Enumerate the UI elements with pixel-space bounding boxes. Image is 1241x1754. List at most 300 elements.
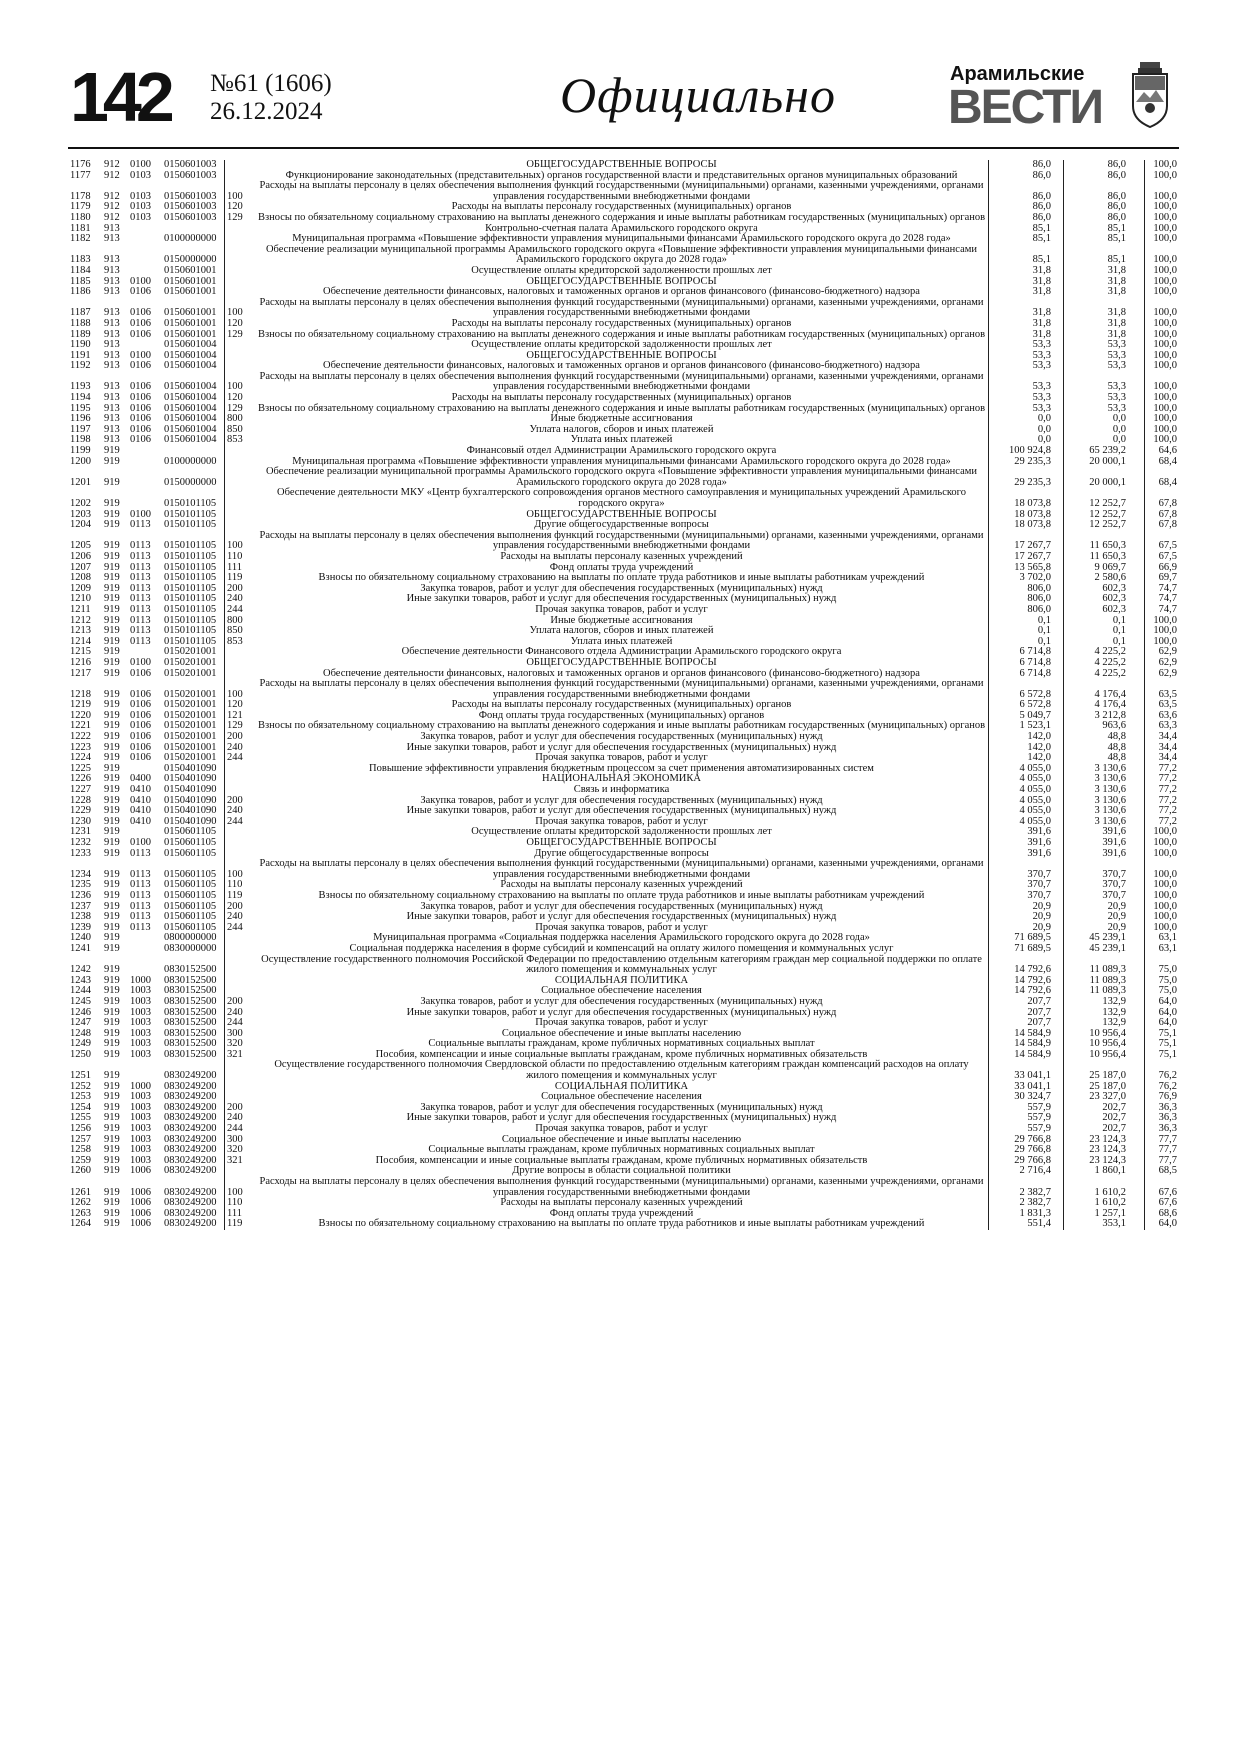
target-code: 0150101105 <box>162 616 225 627</box>
execution-percent: 68,4 <box>1158 476 1177 488</box>
executed-amount: 31,8 <box>1064 287 1145 298</box>
execution-percent: 34,4 <box>1158 741 1177 753</box>
gov-code: 919 <box>104 805 120 817</box>
row-number: 1222 <box>70 731 91 743</box>
table-row <box>68 955 1179 976</box>
section-code: 0106 <box>130 741 151 753</box>
row-number: 1224 <box>70 752 91 764</box>
item-name: Иные закупки товаров, работ и услуг для обеспечения государственных (муниципальных) нужд <box>255 1008 989 1019</box>
target-code: 0830249200 <box>162 1092 225 1103</box>
execution-percent: 100,0 <box>1153 328 1177 340</box>
gov-code: 919 <box>104 1186 120 1198</box>
item-name: Уплата иных платежей <box>255 435 989 446</box>
expense-type: 129 <box>227 402 243 414</box>
section-code: 1003 <box>130 1027 151 1039</box>
target-code: 0150601001 <box>162 277 225 288</box>
section-code: 1003 <box>130 1048 151 1060</box>
gov-code: 919 <box>104 1165 120 1177</box>
target-code: 0150101105 <box>162 605 225 616</box>
row-number: 1187 <box>70 307 91 319</box>
gov-code: 919 <box>104 985 120 997</box>
executed-amount: 353,1 <box>1064 1219 1145 1230</box>
section-code: 0113 <box>130 868 151 880</box>
item-name: Расходы на выплаты персоналу государственных (муниципальных) органов <box>255 319 989 330</box>
execution-percent: 100,0 <box>1153 837 1177 848</box>
expense-type <box>225 658 256 669</box>
gov-code: 919 <box>104 974 120 986</box>
executed-amount: 11 089,3 <box>1064 976 1145 987</box>
row-number: 1236 <box>70 889 91 901</box>
row-number: 1242 <box>70 964 91 976</box>
expense-type <box>225 340 256 351</box>
executed-amount: 86,0 <box>1064 202 1145 213</box>
expense-type <box>225 944 256 955</box>
item-name: Расходы на выплаты персоналу в целях обеспечения выполнения функций государственными (муниципальными) органами, казенными учреждениями, органами управления государственными внебюджетными фондами <box>255 298 989 319</box>
target-code: 0150201001 <box>162 743 225 754</box>
target-code: 0150601001 <box>162 319 225 330</box>
planned-amount: 2 716,4 <box>989 1166 1064 1177</box>
gov-code: 919 <box>104 561 120 573</box>
expense-type <box>225 488 256 509</box>
planned-amount: 14 584,9 <box>989 1029 1064 1040</box>
execution-percent: 100,0 <box>1153 413 1177 425</box>
issue-number: №61 (1606) <box>210 70 332 97</box>
executed-amount: 963,6 <box>1064 721 1145 732</box>
row-number: 1247 <box>70 1017 91 1029</box>
target-code: 0830249200 <box>162 1135 225 1146</box>
item-name: Иные закупки товаров, работ и услуг для обеспечения государственных (муниципальных) нужд <box>255 743 989 754</box>
section-code: 1006 <box>130 1186 151 1198</box>
item-name: Иные закупки товаров, работ и услуг для обеспечения государственных (муниципальных) нужд <box>255 1113 989 1124</box>
item-name: Расходы на выплаты персоналу государственных (муниципальных) органов <box>255 393 989 404</box>
row-number: 1205 <box>70 540 91 552</box>
planned-amount: 53,3 <box>989 404 1064 415</box>
execution-percent: 100,0 <box>1153 222 1177 234</box>
row-number: 1252 <box>70 1080 91 1092</box>
target-code: 0150101105 <box>162 552 225 563</box>
planned-amount: 33 041,1 <box>989 1082 1064 1093</box>
executed-amount: 3 130,6 <box>1064 806 1145 817</box>
item-name: Обеспечение деятельности финансовых, налоговых и таможенных органов и органов финансового (финансово-бюджетного) надзора <box>255 669 989 680</box>
execution-percent: 63,5 <box>1158 699 1177 711</box>
executed-amount: 370,7 <box>1064 859 1145 880</box>
row-number: 1233 <box>70 847 91 859</box>
planned-amount: 17 267,7 <box>989 531 1064 552</box>
execution-percent: 68,4 <box>1158 455 1177 467</box>
section-code: 1006 <box>130 1218 151 1230</box>
expense-type: 100 <box>227 868 243 880</box>
section-code: 0113 <box>130 582 151 594</box>
row-number: 1207 <box>70 561 91 573</box>
row-number: 1219 <box>70 699 91 711</box>
gov-code: 919 <box>104 837 120 848</box>
gov-code: 919 <box>104 519 120 531</box>
execution-percent: 74,7 <box>1158 593 1177 605</box>
expense-type: 853 <box>227 635 243 647</box>
target-code: 0150101105 <box>162 488 225 509</box>
target-code: 0150101105 <box>162 520 225 531</box>
executed-amount: 3 130,6 <box>1064 796 1145 807</box>
target-code: 0830152500 <box>162 997 225 1008</box>
execution-percent: 100,0 <box>1153 169 1177 181</box>
executed-amount: 20,9 <box>1064 902 1145 913</box>
planned-amount: 29 235,3 <box>989 457 1064 468</box>
section-code <box>128 933 162 944</box>
expense-type <box>225 1166 256 1177</box>
execution-percent: 100,0 <box>1153 402 1177 414</box>
table-row <box>68 1060 1179 1081</box>
coat-of-arms-icon <box>1130 62 1170 128</box>
target-code: 0150101105 <box>162 637 225 648</box>
planned-amount: 4 055,0 <box>989 796 1064 807</box>
row-number: 1206 <box>70 550 91 562</box>
target-code: 0830249200 <box>162 1103 225 1114</box>
item-name: Иные бюджетные ассигнования <box>255 414 989 425</box>
planned-amount: 86,0 <box>989 171 1064 182</box>
row-number: 1223 <box>70 741 91 753</box>
gov-code: 919 <box>104 1144 120 1156</box>
target-code: 0150201001 <box>162 721 225 732</box>
gov-code: 919 <box>104 889 120 901</box>
planned-amount: 142,0 <box>989 732 1064 743</box>
section-code <box>128 488 162 509</box>
execution-percent: 68,6 <box>1158 1207 1177 1219</box>
expense-type: 240 <box>227 593 243 605</box>
row-number: 1177 <box>70 169 91 181</box>
row-number: 1243 <box>70 974 91 986</box>
expense-type: 240 <box>227 1006 243 1018</box>
executed-amount: 132,9 <box>1064 1018 1145 1029</box>
target-code: 0830249200 <box>162 1156 225 1167</box>
table-row <box>68 859 1179 880</box>
planned-amount: 86,0 <box>989 213 1064 224</box>
planned-amount: 33 041,1 <box>989 1060 1064 1081</box>
row-number: 1234 <box>70 868 91 880</box>
executed-amount: 45 239,1 <box>1064 933 1145 944</box>
gov-code: 919 <box>104 752 120 764</box>
table-row <box>68 997 1179 1008</box>
item-name: Пособия, компенсации и иные социальные выплаты гражданам, кроме публичных нормативных обязательств <box>255 1156 989 1167</box>
expense-type: 244 <box>227 1123 243 1135</box>
gov-code: 919 <box>104 868 120 880</box>
expense-type: 850 <box>227 625 243 637</box>
table-row <box>68 160 1179 171</box>
table-row <box>68 181 1179 202</box>
execution-percent: 100,0 <box>1153 911 1177 923</box>
executed-amount: 1 860,1 <box>1064 1166 1145 1177</box>
executed-amount: 602,3 <box>1064 605 1145 616</box>
expense-type: 110 <box>227 550 243 562</box>
expense-type: 119 <box>227 1218 243 1230</box>
planned-amount: 18 073,8 <box>989 520 1064 531</box>
executed-amount: 370,7 <box>1064 891 1145 902</box>
row-number: 1250 <box>70 1048 91 1060</box>
gov-code: 919 <box>104 911 120 923</box>
planned-amount: 4 055,0 <box>989 817 1064 828</box>
gov-code: 919 <box>104 879 120 891</box>
section-code: 0113 <box>130 900 151 912</box>
item-name: Закупка товаров, работ и услуг для обеспечения государственных (муниципальных) нужд <box>255 902 989 913</box>
executed-amount: 0,0 <box>1064 435 1145 446</box>
execution-percent: 100,0 <box>1153 360 1177 372</box>
expense-type: 200 <box>227 995 243 1007</box>
target-code: 0100000000 <box>162 234 225 245</box>
gov-code: 913 <box>104 233 120 245</box>
execution-percent: 100,0 <box>1153 392 1177 404</box>
planned-amount: 71 689,5 <box>989 944 1064 955</box>
row-number: 1259 <box>70 1154 91 1166</box>
row-number: 1189 <box>70 328 91 340</box>
section-code <box>128 245 162 266</box>
row-number: 1195 <box>70 402 91 414</box>
gov-code: 919 <box>104 1017 120 1029</box>
item-name: Обеспечение реализации муниципальной программы Арамильского городского округа «Повышение эффективности управления муниципальными финансами Арамильского городского округа до 2028 года» <box>255 467 989 488</box>
executed-amount: 9 069,7 <box>1064 563 1145 574</box>
execution-percent: 67,8 <box>1158 498 1177 509</box>
item-name: Другие общегосударственные вопросы <box>255 849 989 860</box>
expense-type: 120 <box>227 201 243 213</box>
section-code: 0103 <box>130 211 151 223</box>
target-code: 0150601004 <box>162 340 225 351</box>
row-number: 1197 <box>70 423 91 435</box>
row-number: 1226 <box>70 773 91 785</box>
target-code: 0830249200 <box>162 1177 225 1198</box>
item-name: Обеспечение деятельности Финансового отдела Администрации Арамильского городского округа <box>255 647 989 658</box>
logo-small-text: Арамильские <box>950 63 1085 85</box>
expense-type: 244 <box>227 1017 243 1029</box>
item-name: Закупка товаров, работ и услуг для обеспечения государственных (муниципальных) нужд <box>255 732 989 743</box>
execution-percent: 100,0 <box>1153 254 1177 266</box>
expense-type: 100 <box>227 190 243 202</box>
planned-amount: 207,7 <box>989 1008 1064 1019</box>
row-number: 1208 <box>70 572 91 584</box>
execution-percent: 100,0 <box>1153 434 1177 446</box>
target-code: 0150601001 <box>162 287 225 298</box>
planned-amount: 806,0 <box>989 594 1064 605</box>
expense-type <box>225 955 256 976</box>
table-row <box>68 245 1179 266</box>
gov-code: 919 <box>104 1038 120 1050</box>
item-name: СОЦИАЛЬНАЯ ПОЛИТИКА <box>255 976 989 987</box>
target-code: 0150601004 <box>162 361 225 372</box>
row-number: 1249 <box>70 1038 91 1050</box>
section-code: 1006 <box>130 1165 151 1177</box>
executed-amount: 12 252,7 <box>1064 520 1145 531</box>
section-code: 0113 <box>130 847 151 859</box>
section-code: 1003 <box>130 1144 151 1156</box>
planned-amount: 71 689,5 <box>989 933 1064 944</box>
executed-amount: 202,7 <box>1064 1103 1145 1114</box>
section-code <box>128 955 162 976</box>
item-name: Муниципальная программа «Социальная поддержка населения Арамильского городского округа до 2028 года» <box>255 933 989 944</box>
expense-type: 120 <box>227 392 243 404</box>
planned-amount: 18 073,8 <box>989 510 1064 521</box>
planned-amount: 391,6 <box>989 827 1064 838</box>
gov-code: 919 <box>104 625 120 637</box>
expense-type: 111 <box>227 561 242 573</box>
target-code: 0150201001 <box>162 732 225 743</box>
item-name: Прочая закупка товаров, работ и услуг <box>255 1124 989 1135</box>
executed-amount: 23 124,3 <box>1064 1156 1145 1167</box>
gov-code: 913 <box>104 349 120 361</box>
target-code: 0150101105 <box>162 626 225 637</box>
target-code: 0150101105 <box>162 563 225 574</box>
expense-type: 100 <box>227 688 243 700</box>
execution-percent: 67,8 <box>1158 519 1177 531</box>
execution-percent: 34,4 <box>1158 731 1177 743</box>
executed-amount: 370,7 <box>1064 880 1145 891</box>
target-code: 0150601105 <box>162 891 225 902</box>
expense-type <box>225 287 256 298</box>
target-code: 0150101105 <box>162 573 225 584</box>
target-code: 0150601004 <box>162 372 225 393</box>
item-name: Обеспечение деятельности финансовых, налоговых и таможенных органов и органов финансового (финансово-бюджетного) надзора <box>255 287 989 298</box>
table-row <box>68 891 1179 902</box>
executed-amount: 4 225,2 <box>1064 647 1145 658</box>
executed-amount: 86,0 <box>1064 160 1145 171</box>
section-code: 0113 <box>130 550 151 562</box>
target-code: 0150601003 <box>162 213 225 224</box>
planned-amount: 551,4 <box>989 1219 1064 1230</box>
executed-amount: 31,8 <box>1064 266 1145 277</box>
gov-code: 913 <box>104 381 120 393</box>
planned-amount: 85,1 <box>989 234 1064 245</box>
executed-amount: 53,3 <box>1064 340 1145 351</box>
planned-amount: 1 523,1 <box>989 721 1064 732</box>
gov-code: 919 <box>104 1006 120 1018</box>
table-row <box>68 213 1179 224</box>
execution-percent: 100,0 <box>1153 211 1177 223</box>
section-code: 1003 <box>130 1017 151 1029</box>
executed-amount: 31,8 <box>1064 277 1145 288</box>
gov-code: 919 <box>104 709 120 721</box>
row-number: 1190 <box>70 339 91 351</box>
item-name: Фонд оплаты труда учреждений <box>255 563 989 574</box>
gov-code: 913 <box>104 339 120 351</box>
executed-amount: 4 176,4 <box>1064 700 1145 711</box>
planned-amount: 14 792,6 <box>989 986 1064 997</box>
planned-amount: 31,8 <box>989 266 1064 277</box>
target-code: 0830249200 <box>162 1082 225 1093</box>
item-name: Закупка товаров, работ и услуг для обеспечения государственных (муниципальных) нужд <box>255 796 989 807</box>
execution-percent: 75,1 <box>1158 1048 1177 1060</box>
item-name: Иные закупки товаров, работ и услуг для обеспечения государственных (муниципальных) нужд <box>255 912 989 923</box>
gov-code: 913 <box>104 413 120 425</box>
section-code: 0100 <box>130 159 151 170</box>
target-code: 0150601105 <box>162 902 225 913</box>
row-number: 1183 <box>70 254 91 266</box>
executed-amount: 86,0 <box>1064 213 1145 224</box>
execution-percent: 77,7 <box>1158 1133 1177 1145</box>
section-code: 0106 <box>130 307 151 319</box>
execution-percent: 77,2 <box>1158 805 1177 817</box>
executed-amount: 602,3 <box>1064 584 1145 595</box>
row-number: 1204 <box>70 519 91 531</box>
execution-percent: 100,0 <box>1153 264 1177 276</box>
target-code: 0150601004 <box>162 414 225 425</box>
gov-code: 919 <box>104 1101 120 1113</box>
item-name: ОБЩЕГОСУДАРСТВЕННЫЕ ВОПРОСЫ <box>255 510 989 521</box>
item-name: Прочая закупка товаров, работ и услуг <box>255 817 989 828</box>
execution-percent: 100,0 <box>1153 889 1177 901</box>
execution-percent: 77,2 <box>1158 762 1177 774</box>
executed-amount: 10 956,4 <box>1064 1039 1145 1050</box>
expense-type: 850 <box>227 423 243 435</box>
row-number: 1225 <box>70 762 91 774</box>
section-code: 0113 <box>130 889 151 901</box>
item-name: Осуществление оплаты кредиторской задолженности прошлых лет <box>255 827 989 838</box>
planned-amount: 30 324,7 <box>989 1092 1064 1103</box>
item-name: Муниципальная программа «Повышение эффективности управления муниципальными финансами Арамильского городского округа до 2028 года» <box>255 234 989 245</box>
section-code <box>128 1060 162 1081</box>
expense-type: 119 <box>227 889 243 901</box>
executed-amount: 53,3 <box>1064 393 1145 404</box>
section-code: 0100 <box>130 349 151 361</box>
item-name: Функционирование законодательных (представительных) органов государственной власти и представительных органов муниципальных образований <box>255 171 989 182</box>
row-number: 1191 <box>70 349 91 361</box>
gov-code: 919 <box>104 1070 120 1082</box>
gov-code: 919 <box>104 1207 120 1219</box>
execution-percent: 74,7 <box>1158 603 1177 615</box>
execution-percent: 67,5 <box>1158 540 1177 552</box>
executed-amount: 85,1 <box>1064 245 1145 266</box>
table-row <box>68 658 1179 669</box>
target-code: 0830249200 <box>162 1124 225 1135</box>
execution-percent: 67,5 <box>1158 550 1177 562</box>
section-code: 1003 <box>130 1112 151 1124</box>
row-number: 1176 <box>70 159 91 170</box>
row-number: 1217 <box>70 667 91 679</box>
row-number: 1201 <box>70 476 91 488</box>
section-code: 0410 <box>130 805 151 817</box>
section-code: 1000 <box>130 974 151 986</box>
item-name: ОБЩЕГОСУДАРСТВЕННЫЕ ВОПРОСЫ <box>255 160 989 171</box>
gov-code: 919 <box>104 964 120 976</box>
section-code: 0113 <box>130 635 151 647</box>
gov-code: 919 <box>104 784 120 796</box>
planned-amount: 0,1 <box>989 616 1064 627</box>
planned-amount: 17 267,7 <box>989 552 1064 563</box>
row-number: 1264 <box>70 1218 91 1230</box>
target-code: 0150401090 <box>162 806 225 817</box>
target-code: 0150401090 <box>162 785 225 796</box>
target-code: 0150601004 <box>162 404 225 415</box>
gov-code: 919 <box>104 741 120 753</box>
section-code: 1003 <box>130 985 151 997</box>
row-number: 1221 <box>70 720 91 732</box>
gov-code: 919 <box>104 826 120 838</box>
execution-percent: 63,5 <box>1158 688 1177 700</box>
item-name: Взносы по обязательному социальному страхованию на выплаты денежного содержания и иные выплаты работникам государственных (муниципальных) органов <box>255 213 989 224</box>
section-code: 0103 <box>130 201 151 213</box>
item-name: Муниципальная программа «Повышение эффективности управления муниципальными финансами Арамильского городского округа до 2028 года» <box>255 457 989 468</box>
gov-code: 919 <box>104 476 120 488</box>
row-number: 1184 <box>70 264 91 276</box>
row-number: 1196 <box>70 413 91 425</box>
execution-percent: 100,0 <box>1153 826 1177 838</box>
issue-date: 26.12.2024 <box>210 98 323 125</box>
table-row <box>68 838 1179 849</box>
row-number: 1258 <box>70 1144 91 1156</box>
gov-code: 919 <box>104 921 120 933</box>
execution-percent: 67,6 <box>1158 1197 1177 1209</box>
executed-amount: 25 187,0 <box>1064 1082 1145 1093</box>
execution-percent: 76,2 <box>1158 1080 1177 1092</box>
gov-code: 913 <box>104 402 120 414</box>
planned-amount: 391,6 <box>989 838 1064 849</box>
executed-amount: 391,6 <box>1064 849 1145 860</box>
section-code: 1003 <box>130 1133 151 1145</box>
